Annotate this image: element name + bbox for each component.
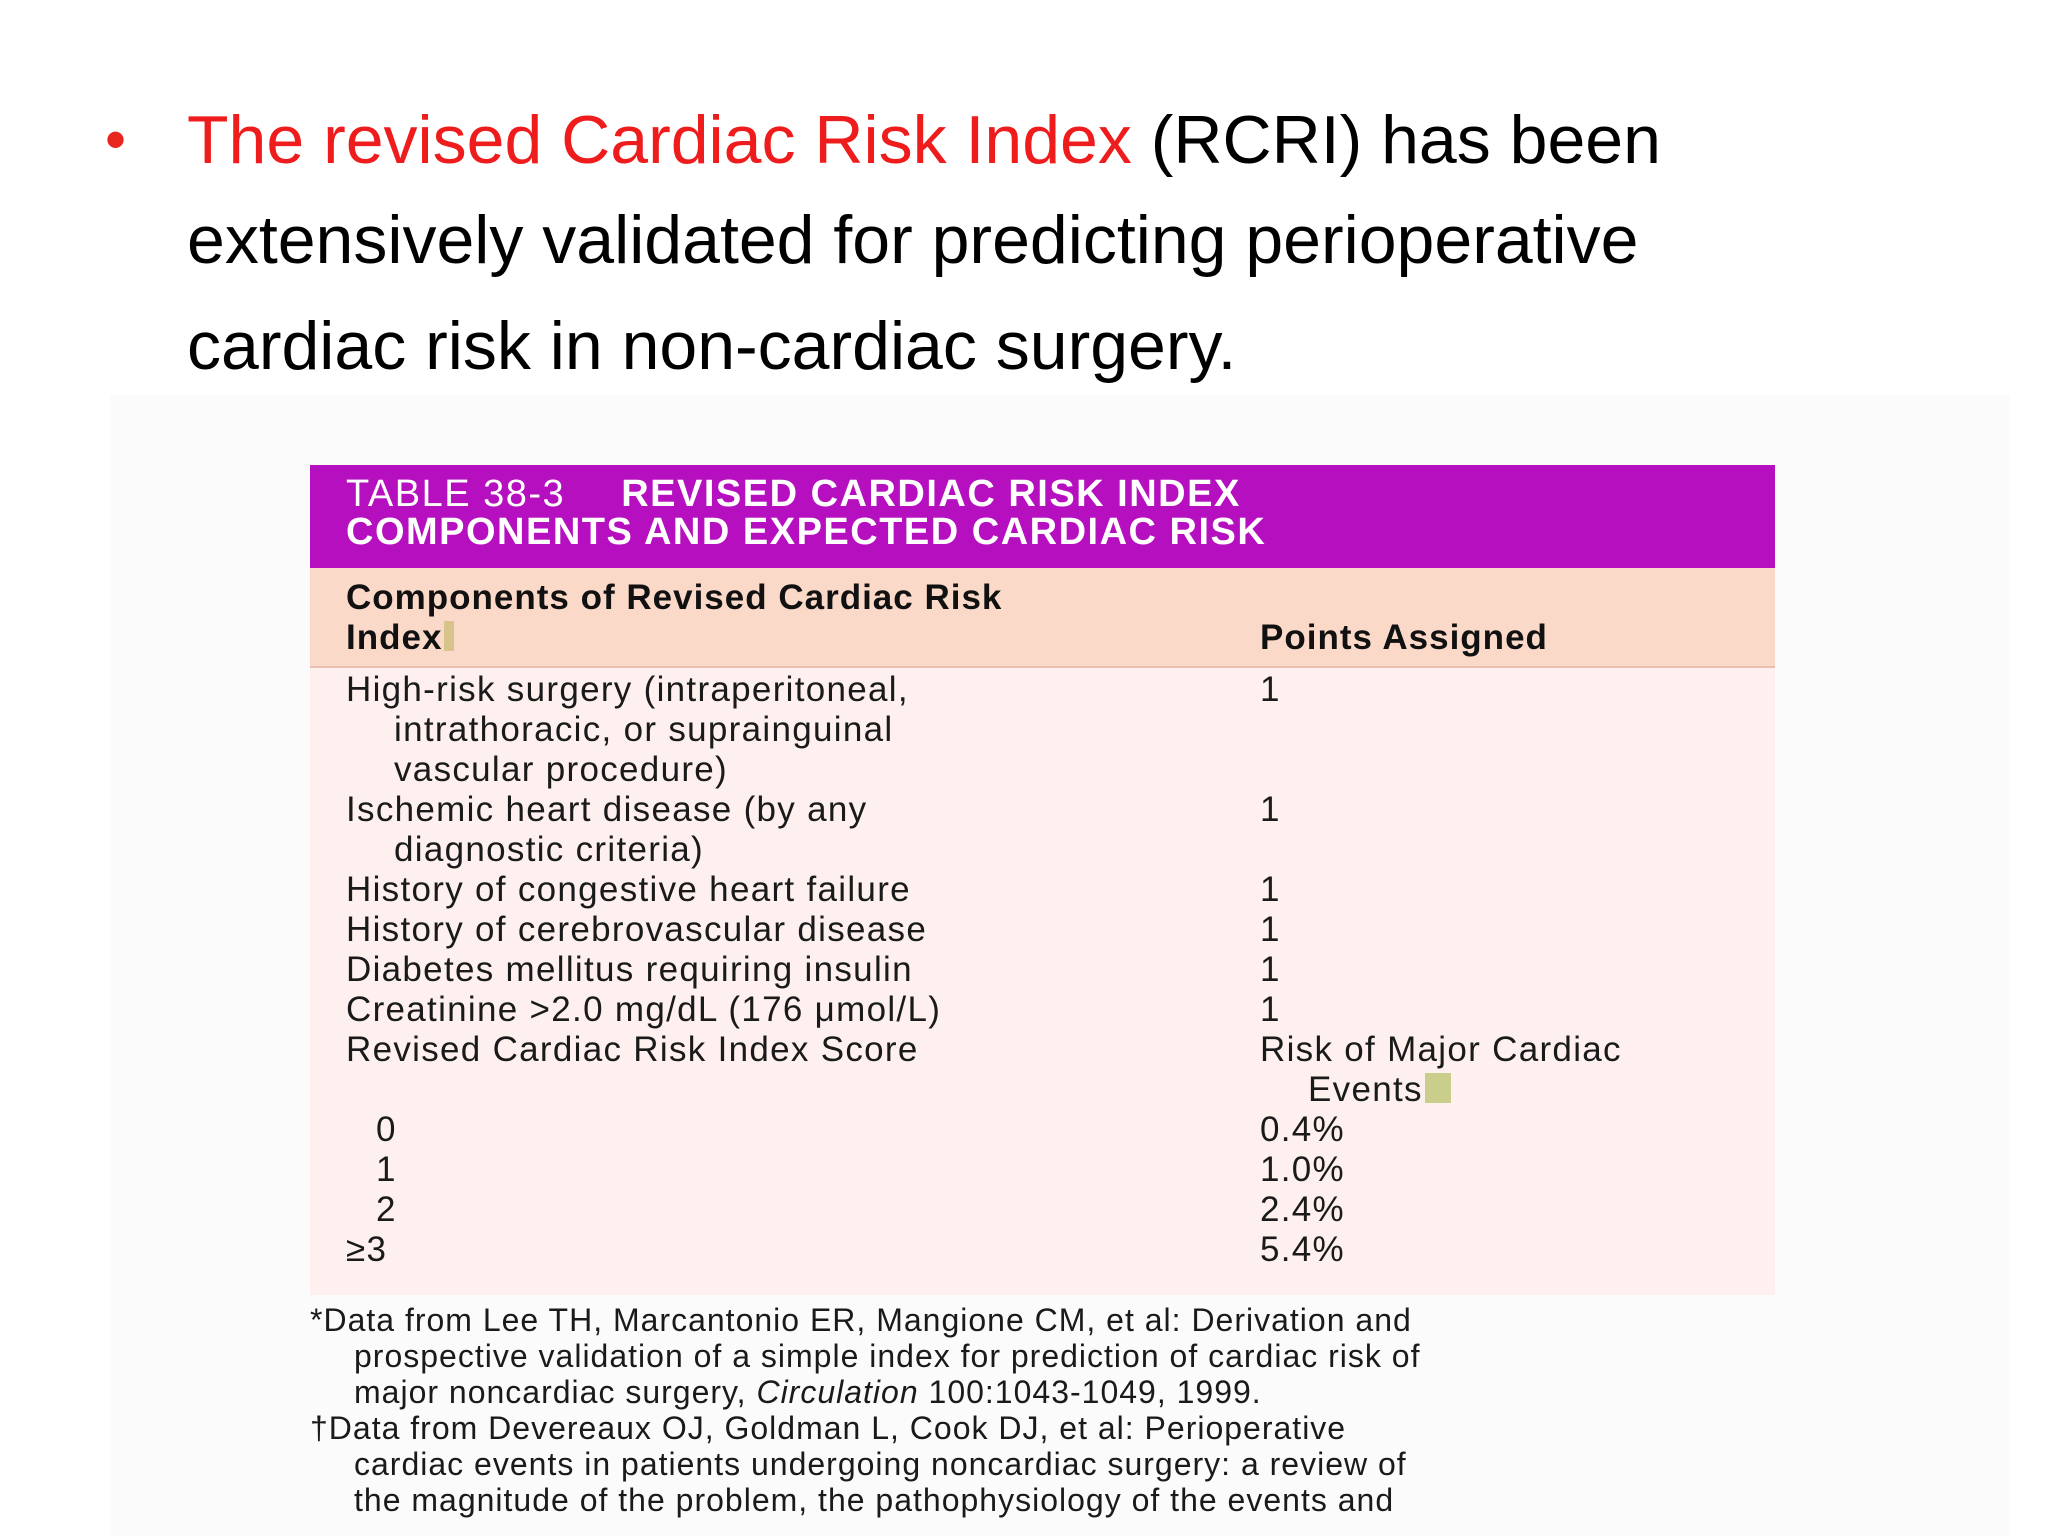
score-value: ≥3 xyxy=(346,1230,388,1269)
footnote-1-line-3 xyxy=(310,1374,1780,1410)
points-value: 1 xyxy=(1260,670,1281,709)
component-name xyxy=(346,870,911,910)
bullet-line-3: cardiac risk in non-cardiac surgery. xyxy=(187,308,1237,384)
footnote-1-line-3-post: 100:1043-1049, 1999. xyxy=(918,1374,1262,1410)
component-name xyxy=(346,790,867,870)
bullet-line-1 xyxy=(187,90,1887,190)
score-value: 1 xyxy=(376,1150,397,1189)
risk-header-events: Events xyxy=(1308,1070,1423,1109)
footnote-2-line-3: the magnitude of the problem, the pathophysiology of the events and xyxy=(354,1482,1395,1518)
footnote-2-line-1: †Data from Devereaux OJ, Goldman L, Cook DJ, et al: Perioperative xyxy=(310,1410,1347,1446)
footnote-1-journal: Circulation xyxy=(756,1374,919,1410)
footnote-marker-highlight xyxy=(1425,1073,1451,1103)
score-cell xyxy=(346,1190,397,1230)
points-value: 1 xyxy=(1260,790,1281,829)
table-footnotes xyxy=(310,1302,1780,1518)
footnote-1-line-1: *Data from Lee TH, Marcantonio ER, Mangione CM, et al: Derivation and xyxy=(310,1302,1412,1338)
table-title-line-1 xyxy=(346,473,1241,516)
component-name xyxy=(346,950,913,990)
footnote-1-line-2: prospective validation of a simple index for prediction of cardiac risk of xyxy=(354,1338,1421,1374)
risk-header-line-2 xyxy=(1260,1070,1622,1110)
risk-value: 2.4% xyxy=(1260,1190,1345,1229)
points-value: 1 xyxy=(1260,950,1281,989)
footnote-1 xyxy=(310,1302,1780,1410)
bullet-line-1-rest: (RCRI) has been xyxy=(1131,102,1661,178)
points-value: 1 xyxy=(1260,870,1281,909)
risk-value: 0.4% xyxy=(1260,1110,1345,1149)
score-header: Revised Cardiac Risk Index Score xyxy=(346,1030,919,1069)
risk-value: 1.0% xyxy=(1260,1150,1345,1189)
components-header-index: Index xyxy=(346,618,443,657)
component-name-line: High-risk surgery (intraperitoneal, xyxy=(346,670,909,709)
footnote-2 xyxy=(310,1410,1780,1518)
table-title-bar xyxy=(310,465,1775,568)
component-name-line: Creatinine >2.0 mg/dL (176 μmol/L) xyxy=(346,990,942,1029)
components-header-line-1: Components of Revised Cardiac Risk xyxy=(346,578,1003,617)
bullet-line-2: extensively validated for predicting perioperative xyxy=(187,202,1639,278)
rcri-highlight: The revised Cardiac Risk Index xyxy=(187,102,1132,178)
risk-header-line-1: Risk of Major Cardiac xyxy=(1260,1030,1622,1069)
table-title-1: REVISED CARDIAC RISK INDEX xyxy=(621,473,1241,515)
footnote-marker-highlight xyxy=(444,621,454,651)
component-name-line: diagnostic criteria) xyxy=(394,830,704,869)
score-cell xyxy=(346,1230,387,1270)
table-title-line-2: COMPONENTS AND EXPECTED CARDIAC RISK xyxy=(346,511,1267,553)
component-name-line: intrathoracic, or suprainguinal xyxy=(394,710,894,749)
component-name xyxy=(346,910,927,950)
bullet-text xyxy=(187,90,1887,396)
components-header-line-2 xyxy=(346,618,454,658)
points-header: Points Assigned xyxy=(1260,618,1548,657)
component-name-line: Diabetes mellitus requiring insulin xyxy=(346,950,913,989)
score-cell xyxy=(346,1150,397,1190)
bullet-icon: • xyxy=(105,106,127,173)
score-cell xyxy=(346,1110,397,1150)
component-name-line: Ischemic heart disease (by any xyxy=(346,790,868,829)
component-name-line: vascular procedure) xyxy=(394,750,729,789)
footnote-2-line-2: cardiac events in patients undergoing noncardiac surgery: a review of xyxy=(354,1446,1407,1482)
points-value: 1 xyxy=(1260,990,1281,1029)
risk-header xyxy=(1260,1030,1622,1110)
rcri-table xyxy=(310,465,1775,1295)
table-number: TABLE 38-3 xyxy=(346,473,566,515)
table-column-headers xyxy=(310,568,1775,668)
risk-value: 5.4% xyxy=(1260,1230,1345,1269)
component-name xyxy=(346,990,941,1030)
component-name-line: History of congestive heart failure xyxy=(346,870,911,909)
score-value: 2 xyxy=(376,1190,397,1229)
footnote-1-line-3-pre: major noncardiac surgery, xyxy=(354,1374,757,1410)
points-value: 1 xyxy=(1260,910,1281,949)
score-value: 0 xyxy=(376,1110,397,1149)
component-name xyxy=(346,670,909,790)
component-name-line: History of cerebrovascular disease xyxy=(346,910,928,949)
